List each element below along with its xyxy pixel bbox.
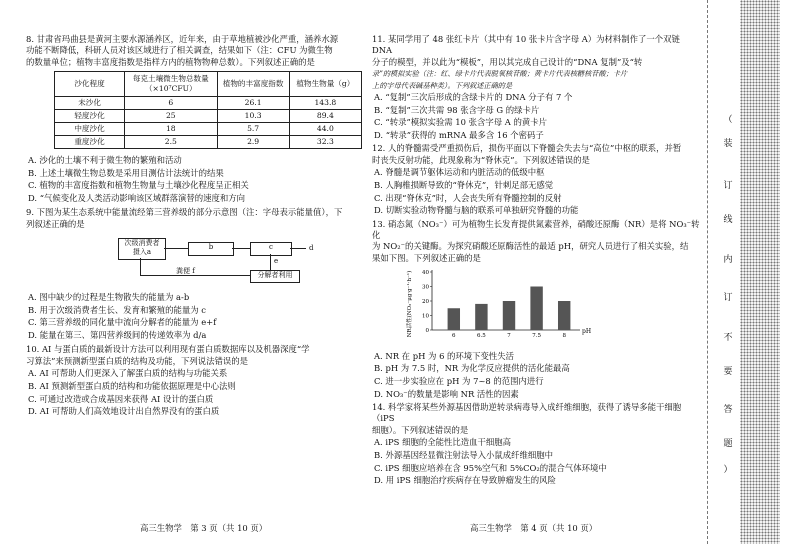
q9-stem-2: 列叙述正确的是 [26, 218, 85, 229]
arrow-a-f [140, 258, 141, 275]
arrow-c-e [270, 254, 271, 270]
chart-x-tick-label: 8 [562, 333, 566, 340]
q11-option-a: A. “复制”三次后形成的含绿卡片的 DNA 分子有 7 个 [374, 92, 573, 103]
q11-stem-4: 上的字母代表碱基种类）。下列叙述正确的是 [372, 80, 513, 90]
chart-bar [475, 304, 487, 330]
q8-stem-2: 功能不断降低，科研人员对该区域进行了相关调查，结果如下（注：CFU 为微生物 [26, 45, 333, 56]
q8-option-b: B. 上述土壤微生物总数是采用目测估计法统计的结果 [28, 167, 224, 178]
left-column [26, 34, 362, 419]
table-cell: 5.7 [217, 123, 289, 136]
binding-margin-line [707, 0, 718, 544]
chart-x-axis-label: pH [582, 328, 592, 336]
table-header: 植物生物量（g） [289, 72, 361, 97]
q14-option-d: D. 用 iPS 细胞治疗疾病存在导致肿瘤发生的风险 [374, 475, 556, 486]
label-e: e [274, 257, 279, 266]
nr-activity-bar-chart [402, 266, 602, 342]
q10-stem-1: 10. AI 与蛋白质的最新设计方法可以利用现有蛋白质数据库以及机器深度“学 [26, 344, 310, 355]
q10-stem-2: 习算法”来预测新型蛋白质的结构及功能，下列说法错误的是 [26, 355, 249, 366]
q14-stem-1: 14. 科学家将某些外源基因借助逆转录病毒导入成纤维细胞，获得了诱导多能干细胞（iPS [372, 402, 682, 424]
q9-option-b: B. 用于次级消费者生长、发育和繁殖的能量为 c [28, 304, 206, 315]
q11-option-b: B. “复制”三次共需 98 张含字母 G 的绿卡片 [374, 104, 540, 115]
binding-dot-band [740, 0, 780, 544]
q13-stem-1: 13. 硝态氮（NO₃⁻）可为植物生长发育提供氮素营养，硝酸还原酶（NR）是将 NO₃⁻转化 [372, 218, 700, 240]
q12-option-b: B. 人胸椎损断导致的“脊休克”，针刺足部无感觉 [374, 180, 554, 190]
box-secondary-consumer [118, 238, 166, 260]
q10-option-b: B. AI 预测新型蛋白质的结构和功能依据原理是中心法则 [28, 381, 236, 391]
chart-y-tick-label: 20 [422, 299, 429, 306]
margin-char: ） [723, 465, 733, 475]
q8-option-a: A. 沙化的土壤不利于微生物的繁殖和活动 [28, 155, 182, 166]
arrow-b-c [232, 248, 250, 249]
table-cell: 89.4 [289, 110, 361, 123]
margin-char: 装 [723, 139, 733, 149]
q9-option-d: D. 能量在第三、第四营养级间的传递效率为 d/a [28, 330, 207, 340]
box-label: 摄入a [132, 248, 152, 257]
question-11 [372, 34, 702, 141]
chart-x-tick-label: 6 [452, 333, 456, 340]
q12-stem-1: 12. 人的脊髓需受严重损伤后，损伤平面以下脊髓会失去与“高位”中枢的联系，并暂 [372, 143, 682, 154]
box-label: 次级消费者 [124, 239, 160, 248]
q12-option-d: D. 切断实验动物脊髓与脑的联系可单独研究脊髓的功能 [374, 205, 579, 216]
energy-flow-diagram [26, 234, 362, 286]
table-cell: 6 [125, 97, 217, 110]
table-cell: 中度沙化 [55, 123, 125, 136]
arrow-f-decomp [140, 275, 250, 276]
margin-char: 订 [723, 293, 733, 303]
q9-stem-1: 9. 下图为某生态系统中能量流经第三营养级的部分示意图（注：字母表示能量值），下 [26, 207, 343, 218]
table-cell: 25 [125, 110, 217, 123]
table-cell: 18 [125, 123, 217, 136]
footer-page-3: 高三生物学 第 3 页（共 10 页） [140, 523, 268, 533]
margin-char: 线 [723, 215, 733, 225]
q14-option-c: C. iPS 细胞应培养在含 95%空气和 5%CO₂的混合气体环境中 [374, 462, 607, 473]
margin-char: 订 [723, 181, 733, 191]
chart-x-tick-label: 6.5 [477, 333, 486, 340]
table-cell: 32.3 [289, 136, 361, 149]
q12-option-a: A. 脊髓是调节躯体运动和内脏活动的低级中枢 [374, 167, 545, 178]
chart-bars [448, 287, 571, 331]
table-row [55, 110, 362, 123]
table-header: 每克土壤微生物总数量（×10⁷CFU） [125, 72, 217, 97]
q8-stem-3: 的数量单位；植物丰富度指数是指样方内的植物物种总数）。下列叙述正确的是 [26, 56, 315, 67]
chart-bar [558, 301, 570, 330]
q12-stem-2: 时丧失反射功能，此现象称为“脊休克”。下列叙述错误的是 [372, 154, 590, 165]
q8-stem-1: 8. 甘肃省玛曲县是黄河主要水源涵养区，近年来，由于草地植被沙化严重，涵养水源 [26, 34, 339, 44]
table-row [55, 136, 362, 149]
box-b: b [188, 242, 234, 256]
table-cell: 未沙化 [55, 97, 125, 110]
q13-stem-3: 果如下图。下列叙述正确的是 [372, 252, 481, 263]
q9-option-c: C. 第三营养级的同化量中流向分解者的能量为 e+f [28, 317, 217, 328]
q13-option-a: A. NR 在 pH 为 6 的环境下变性失活 [374, 350, 515, 361]
chart-bar [530, 287, 542, 331]
chart-x-tick-label: 7 [507, 333, 511, 340]
q11-option-d: D. “转录”获得的 mRNA 最多含 16 个密码子 [374, 130, 544, 140]
chart-y-tick-label: 10 [422, 313, 429, 320]
margin-char: 要 [723, 367, 733, 377]
q11-stem-2: 分子的模型，并以此为“模板”，用以其完成自己设计的“DNA 复制”及“转 [372, 56, 643, 67]
question-14 [372, 402, 702, 487]
table-cell: 轻度沙化 [55, 110, 125, 123]
margin-char: 答 [723, 405, 733, 415]
chart-y-axis-label: NR活性(NO₂⁻μg·g⁻¹·h⁻¹) [407, 270, 413, 338]
chart-y-tick-label: 40 [422, 270, 429, 277]
question-12 [372, 143, 702, 216]
box-decomposer: 分解者利用 [250, 270, 300, 283]
question-8 [26, 34, 362, 204]
table-header: 沙化程度 [55, 72, 125, 97]
label-f: 粪便 f [176, 267, 195, 276]
margin-char: 题 [723, 439, 733, 449]
q11-stem-1: 11. 某同学用了 48 张红卡片（其中有 10 张卡片含字母 A）为材料制作了一个双链 DNA [372, 34, 680, 56]
q10-option-a: A. AI 可帮助人们更深入了解蛋白质的结构与功能关系 [28, 368, 228, 379]
table-cell: 143.8 [289, 97, 361, 110]
question-9 [26, 207, 362, 341]
chart-bar [503, 301, 515, 330]
margin-char: 不 [723, 333, 733, 343]
q14-option-b: B. 外源基因经显微注射法导入小鼠成纤维细胞中 [374, 450, 553, 460]
right-column [372, 34, 702, 488]
question-13 [372, 219, 702, 400]
label-d: d [309, 244, 314, 253]
chart-x-tick-label: 7.5 [532, 333, 541, 340]
footer-page-4: 高三生物学 第 4 页（共 10 页） [470, 523, 598, 533]
table-row [55, 123, 362, 136]
q13-option-d: D. NO₃⁻的数量是影响 NR 活性的因素 [374, 388, 519, 399]
table-row [55, 97, 362, 110]
q14-option-a: A. iPS 细胞的全能性比造血干细胞高 [374, 437, 511, 448]
chart-bar [448, 308, 460, 330]
chart-y-tick-label: 30 [422, 284, 429, 291]
table-cell: 10.3 [217, 110, 289, 123]
q10-option-d: D. AI 可帮助人们高效地设计出自然界没有的蛋白质 [28, 406, 220, 417]
arrow-c-d [290, 248, 306, 249]
margin-char: 内 [723, 255, 733, 265]
q13-option-c: C. 进一步实验应在 pH 为 7~8 的范围内进行 [374, 376, 544, 386]
q9-option-a: A. 图中缺少的过程是生物散失的能量为 a-b [28, 292, 190, 303]
q14-stem-2: 细胞）。下列叙述错误的是 [372, 424, 469, 435]
margin-char: （ [723, 115, 733, 125]
table-cell: 重度沙化 [55, 136, 125, 149]
table-header: 植物的丰富度指数 [217, 72, 289, 97]
table-cell: 26.1 [217, 97, 289, 110]
q13-option-b: B. pH 为 7.5 时，NR 为化学反应提供的活化能最高 [374, 363, 570, 374]
q10-option-c: C. 可通过改造或合成基因来获得 AI 设计的蛋白质 [28, 393, 214, 404]
table-cell: 2.5 [125, 136, 217, 149]
q8-data-table [54, 71, 362, 149]
q12-option-c: C. 出现“脊休克”时，人会丧失所有脊髓控制的反射 [374, 192, 562, 203]
arrow-a-b [164, 248, 188, 249]
q8-option-c: C. 植物的丰富度指数和植物生物量与土壤沙化程度呈正相关 [28, 180, 249, 191]
q13-stem-2: 为 NO₂⁻的关键酶。为探究硝酸还原酶活性的最适 pH，研究人员进行了相关实验，结 [372, 241, 689, 252]
q11-option-c: C. “转录”模拟实验需 10 张含字母 A 的黄卡片 [374, 117, 547, 128]
box-c: c [250, 242, 292, 256]
table-cell: 2.9 [217, 136, 289, 149]
chart-y-tick-label: 0 [425, 328, 429, 335]
question-10 [26, 344, 362, 417]
q8-option-d: D. “气候变化及人类活动影响该区域群落演替的速度和方向 [28, 193, 246, 203]
q11-stem-3: 录”的模拟实验（注：红、绿卡片代表脱氧核苷酸；黄卡片代表核糖核苷酸；卡片 [372, 69, 628, 79]
table-cell: 44.0 [289, 123, 361, 136]
